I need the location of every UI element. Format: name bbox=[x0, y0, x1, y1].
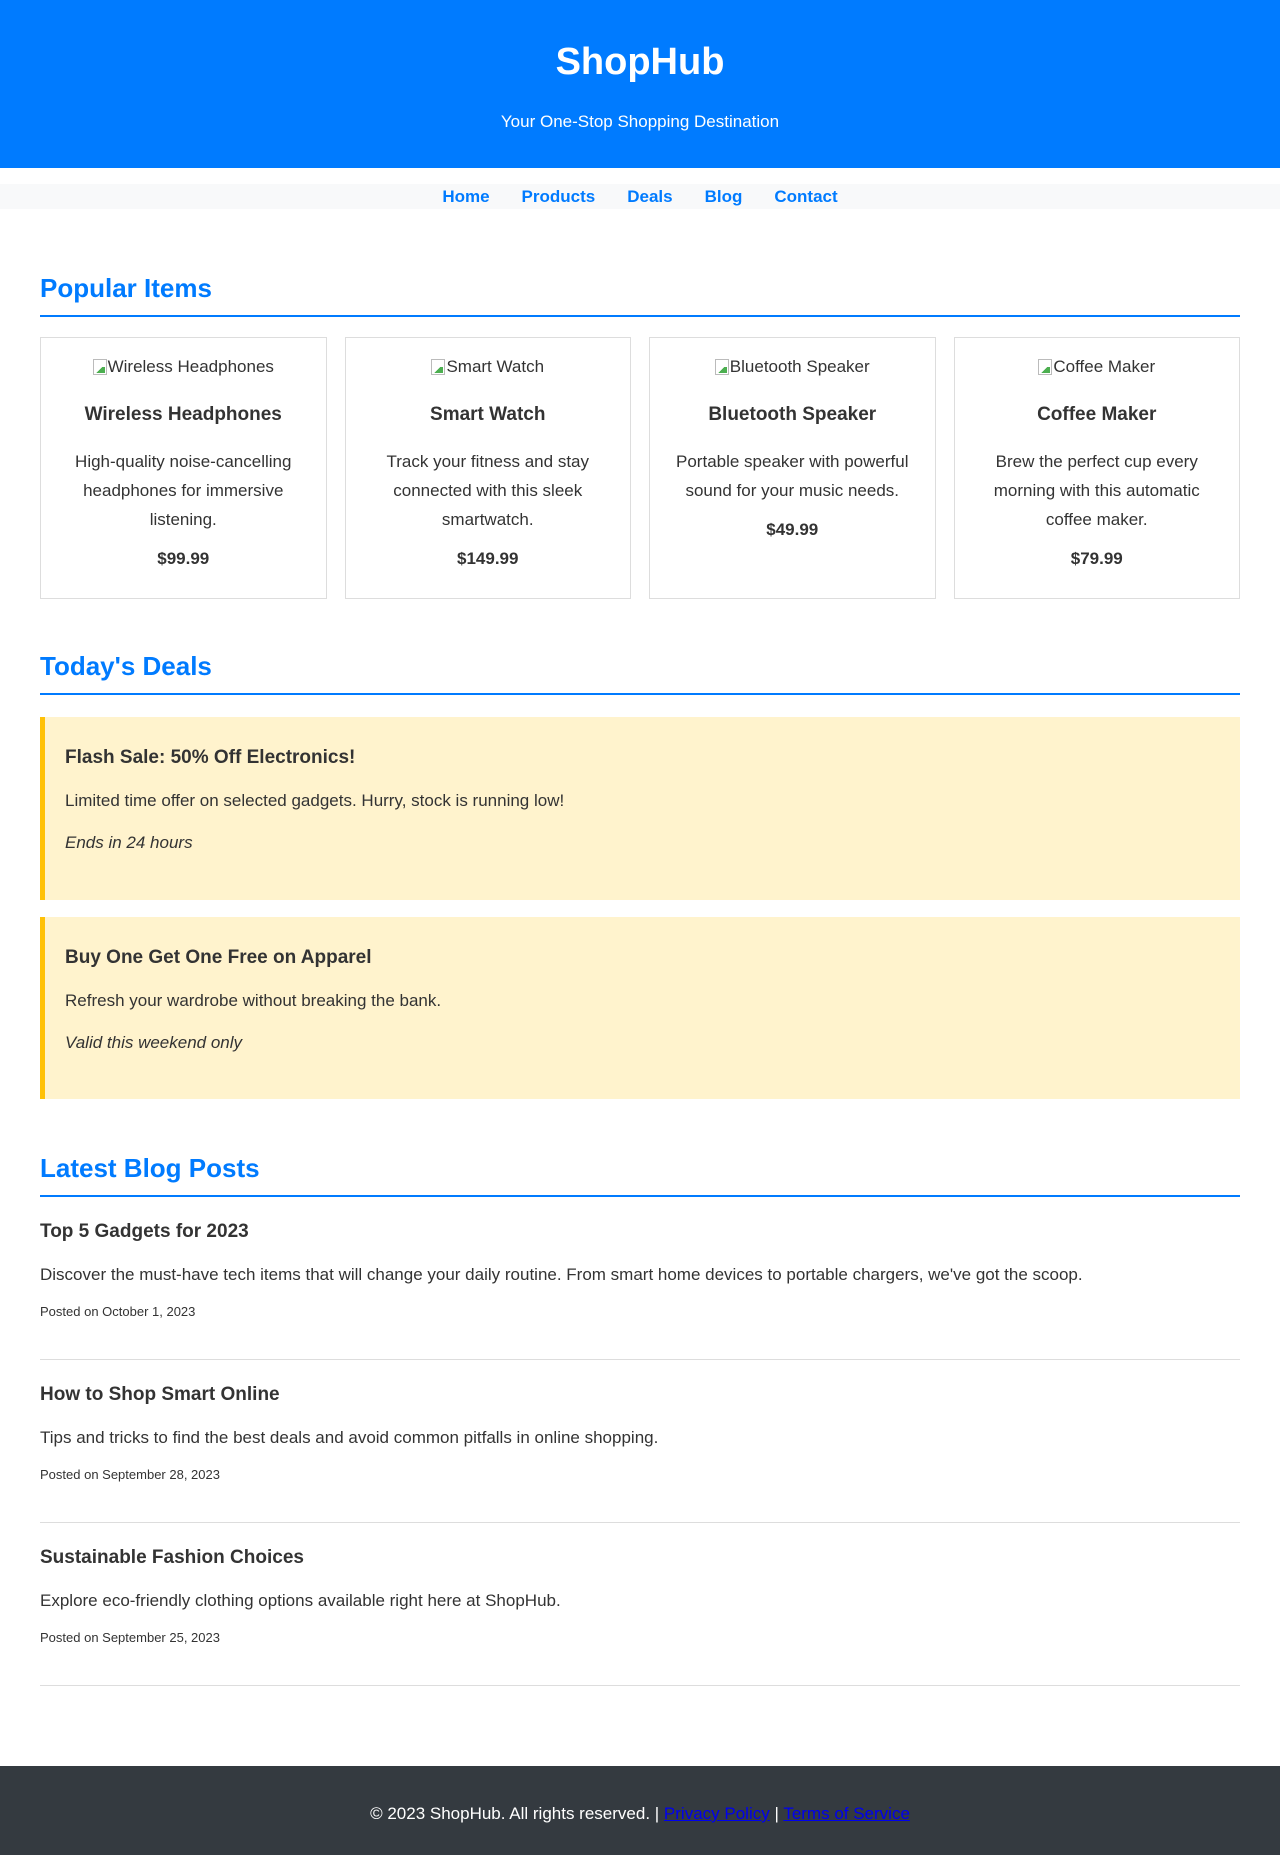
blog-post[interactable] bbox=[40, 1197, 1240, 1360]
post-excerpt: Explore eco-friendly clothing options available right here at ShopHub. bbox=[40, 1591, 561, 1610]
product-price: $49.99 bbox=[766, 520, 819, 540]
post-date: Posted on September 28, 2023 bbox=[40, 1467, 220, 1482]
image-alt-text: Smart Watch bbox=[446, 357, 545, 376]
section-title: Today's Deals bbox=[40, 649, 1240, 695]
privacy-policy-link[interactable]: Privacy Policy bbox=[663, 1804, 770, 1823]
nav-home[interactable]: Home bbox=[442, 187, 490, 206]
product-grid bbox=[40, 337, 1240, 599]
product-name: Bluetooth Speaker bbox=[708, 404, 877, 426]
deal-title: Flash Sale: 50% Off Electronics! bbox=[65, 747, 356, 768]
product-price: $79.99 bbox=[1070, 549, 1123, 569]
product-name: Coffee Maker bbox=[1037, 404, 1157, 426]
post-date: Posted on September 25, 2023 bbox=[40, 1630, 220, 1645]
post-title: How to Shop Smart Online bbox=[40, 1384, 280, 1405]
product-description: High-quality noise-cancelling headphones for immersive listening. bbox=[75, 452, 292, 530]
product-card[interactable] bbox=[649, 337, 936, 599]
deals-section bbox=[40, 599, 1240, 1099]
image-alt-text: Wireless Headphones bbox=[107, 357, 274, 376]
post-title: Sustainable Fashion Choices bbox=[40, 1547, 304, 1568]
product-name: Wireless Headphones bbox=[84, 404, 282, 426]
section-title: Latest Blog Posts bbox=[40, 1151, 1240, 1197]
product-description: Portable speaker with powerful sound for your music needs. bbox=[676, 452, 909, 501]
product-description: Track your fitness and stay connected with this sleek smartwatch. bbox=[386, 452, 589, 530]
nav-products[interactable]: Products bbox=[521, 187, 596, 206]
broken-image-icon bbox=[431, 359, 445, 375]
broken-image-icon bbox=[1038, 359, 1052, 375]
post-excerpt: Tips and tricks to find the best deals and avoid common pitfalls in online shopping. bbox=[40, 1428, 659, 1447]
nav-blog[interactable]: Blog bbox=[704, 187, 743, 206]
product-card[interactable] bbox=[40, 337, 327, 599]
product-price: $99.99 bbox=[157, 549, 210, 569]
product-image bbox=[1038, 354, 1155, 380]
product-name: Smart Watch bbox=[430, 404, 546, 426]
deal-title: Buy One Get One Free on Apparel bbox=[65, 947, 372, 968]
nav-contact[interactable]: Contact bbox=[774, 187, 838, 206]
broken-image-icon bbox=[93, 359, 107, 375]
blog-post[interactable] bbox=[40, 1523, 1240, 1686]
post-excerpt: Discover the must-have tech items that will change your daily routine. From smart home devices to portable chargers, we've got the scoop. bbox=[40, 1265, 1083, 1284]
product-price: $149.99 bbox=[457, 549, 519, 569]
deal-description: Refresh your wardrobe without breaking the bank. bbox=[65, 991, 442, 1010]
deal-card[interactable] bbox=[40, 717, 1240, 900]
deal-description: Limited time offer on selected gadgets. Hurry, stock is running low! bbox=[65, 791, 565, 810]
image-alt-text: Coffee Maker bbox=[1053, 357, 1156, 376]
copyright-text: © 2023 ShopHub. All rights reserved. | bbox=[370, 1804, 660, 1823]
deal-expiry: Ends in 24 hours bbox=[65, 833, 193, 852]
product-description: Brew the perfect cup every morning with this automatic coffee maker. bbox=[993, 452, 1200, 530]
broken-image-icon bbox=[715, 359, 729, 375]
deal-expiry: Valid this weekend only bbox=[65, 1033, 243, 1052]
blog-section bbox=[40, 1099, 1240, 1686]
site-header bbox=[0, 0, 1280, 168]
product-image bbox=[715, 354, 870, 380]
product-card[interactable] bbox=[954, 337, 1241, 599]
product-card[interactable] bbox=[345, 337, 632, 599]
terms-of-service-link[interactable]: Terms of Service bbox=[783, 1804, 910, 1823]
footer-separator: | bbox=[774, 1804, 779, 1823]
main-content bbox=[0, 209, 1280, 1686]
section-title: Popular Items bbox=[40, 271, 1240, 317]
post-title: Top 5 Gadgets for 2023 bbox=[40, 1221, 249, 1242]
popular-items-section bbox=[40, 209, 1240, 599]
main-nav bbox=[0, 184, 1280, 209]
product-image bbox=[431, 354, 544, 380]
site-tagline: Your One-Stop Shopping Destination bbox=[500, 112, 780, 131]
site-footer bbox=[0, 1766, 1280, 1855]
site-title: ShopHub bbox=[555, 41, 725, 83]
deal-card[interactable] bbox=[40, 917, 1240, 1099]
product-image bbox=[93, 354, 274, 380]
blog-post[interactable] bbox=[40, 1360, 1240, 1523]
nav-deals[interactable]: Deals bbox=[627, 187, 673, 206]
image-alt-text: Bluetooth Speaker bbox=[729, 357, 870, 376]
post-date: Posted on October 1, 2023 bbox=[40, 1304, 196, 1319]
